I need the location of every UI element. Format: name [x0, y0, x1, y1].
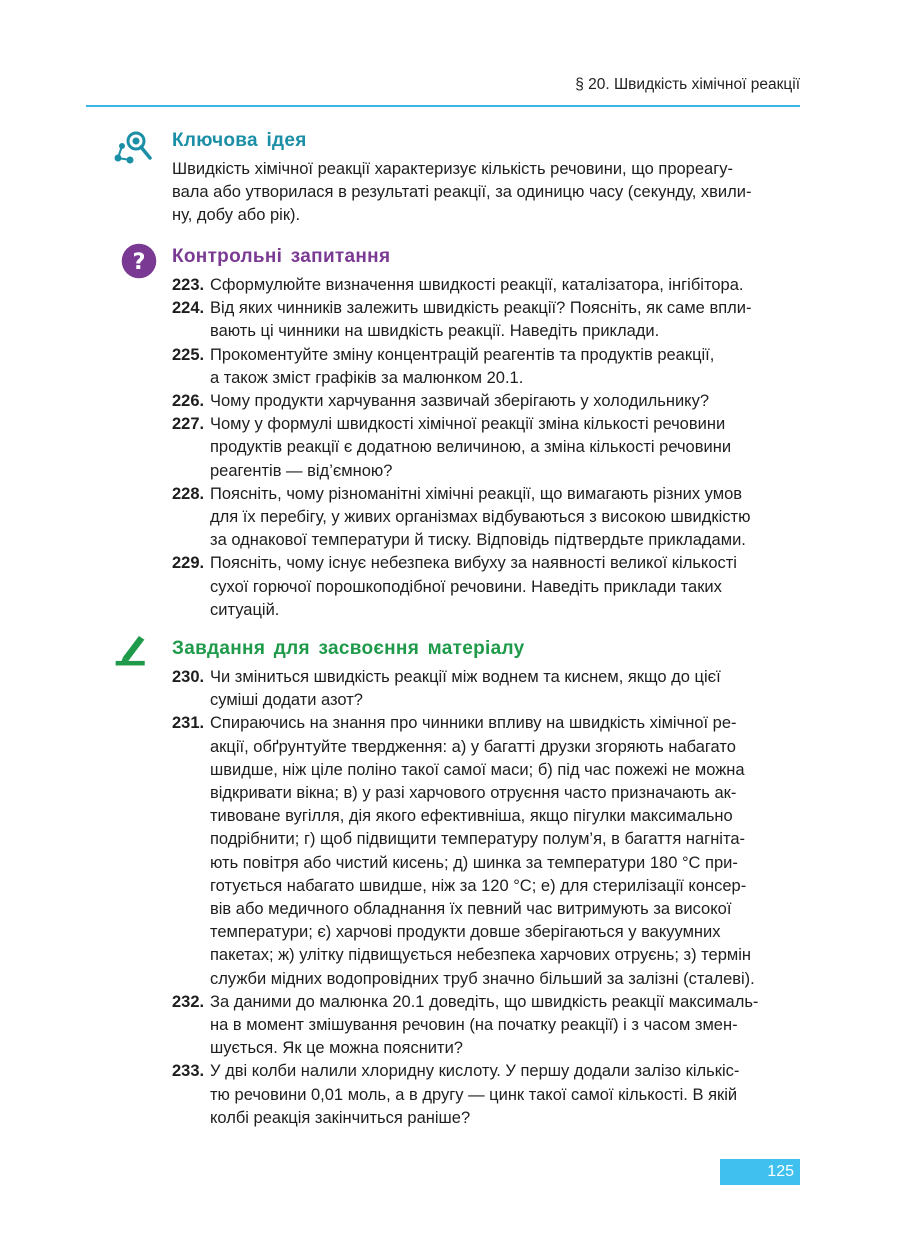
task-line: Чи зміниться швидкість реакції між воднем та киснем, якщо до цієї: [210, 668, 721, 686]
question-line: за однакової температури й тиску. Відповідь підтвердьте прикладами.: [210, 531, 746, 550]
task-line: служби мідних водопровідних труб значно більший за залізні (сталеві).: [210, 969, 755, 988]
list-item: [172, 552, 800, 622]
question-number: 225.: [172, 345, 205, 364]
key-idea-title: Ключова ідея: [172, 130, 307, 151]
key-idea-line: ну, добу або рік).: [172, 206, 301, 225]
task-line: швидше, ніж ціле поліно такої самої маси; б) під час пожежі не можна: [210, 760, 745, 779]
running-header: § 20. Швидкість хімічної реакції: [575, 76, 800, 93]
tasks-section: [110, 638, 800, 1158]
task-number: 232.: [172, 992, 205, 1011]
list-item: [172, 344, 800, 390]
task-line: За даними до малюнка 20.1 доведіть, що швидкість реакції максималь-: [210, 992, 759, 1011]
question-line: Поясніть, чому різноманітні хімічні реакції, що вимагають різних умов: [210, 484, 743, 503]
task-line: акції, обґрунтуйте твердження: а) у багатті друзки згоряють набагато: [210, 737, 736, 756]
task-line: вів або медичного обладнання їх певний час витримують за високої: [210, 900, 732, 919]
question-number: 227.: [172, 415, 205, 434]
key-idea-text: [172, 158, 800, 228]
task-line: суміші додати азот?: [210, 691, 363, 710]
task-line: тивоване вугілля, дія якого ефективніша, якщо пігулки максимально: [210, 807, 733, 826]
question-line: Чому продукти харчування зазвичай зберігають у холодильнику?: [210, 392, 709, 411]
question-number: 226.: [172, 392, 205, 411]
question-number: 228.: [172, 484, 205, 503]
molecule-magnifier-icon: [110, 128, 154, 172]
tasks-title: Завдання для засвоєння матеріалу: [172, 638, 525, 659]
list-item: [172, 483, 800, 553]
svg-text:?: ?: [132, 248, 146, 275]
task-line: Спираючись на знання про чинники впливу на швидкість хімічної ре-: [210, 714, 737, 733]
question-mark-icon: [120, 242, 158, 280]
questions-title: Контрольні запитання: [172, 246, 391, 267]
task-line: температури; є) харчові продукти довше зберігаються у вакуумних: [210, 923, 721, 942]
task-line: відкривати вікна; в) у разі харчового отруєння часто призначають ак-: [210, 784, 737, 803]
list-item: [172, 991, 800, 1061]
question-line: Від яких чинників залежить швидкість реакції? Поясніть, як саме впли-: [210, 299, 752, 318]
question-line: вають ці чинники на швидкість реакції. Наведіть приклади.: [210, 322, 660, 341]
question-line: продуктів реакції є додатною величиною, а зміна кількості речовини: [210, 438, 732, 457]
list-item: [172, 274, 800, 297]
question-line: сухої горючої порошкоподібної речовини. Наведіть приклади таких: [210, 577, 722, 596]
question-line: для їх перебігу, у живих організмах відбуваються з високою швидкістю: [210, 508, 751, 527]
question-line: ситуацій.: [210, 600, 280, 619]
key-idea-line: Швидкість хімічної реакції характеризує кількість речовини, що прореагу-: [172, 160, 733, 178]
question-line: Сформулюйте визначення швидкості реакції, каталізатора, інгібітора.: [210, 276, 744, 294]
list-item: [172, 413, 800, 483]
task-line: пакетах; ж) улітку підвищується небезпека харчових отруєнь; з) термін: [210, 946, 752, 965]
list-item: [172, 666, 800, 712]
task-line: ють повітря або чистий кисень; д) шинка за температури 180 °С при-: [210, 853, 738, 872]
list-item: [172, 297, 800, 343]
list-item: [172, 712, 800, 990]
tasks-list: [172, 666, 800, 1130]
question-line: Чому у формулі швидкості хімічної реакції зміна кількості речовини: [210, 415, 726, 434]
task-number: 233.: [172, 1062, 205, 1081]
task-line: колбі реакція закінчиться раніше?: [210, 1108, 471, 1127]
questions-list: [172, 274, 800, 622]
question-number: 223.: [172, 276, 205, 294]
task-line: готується набагато швидше, ніж за 120 °С; е) для стерилізації консер-: [210, 876, 747, 895]
task-line: шується. Як це можна пояснити?: [210, 1039, 463, 1058]
question-number: 224.: [172, 299, 205, 318]
task-line: тю речовини 0,01 моль, а в другу — цинк такої самої кількості. В якій: [210, 1085, 738, 1104]
questions-section: [110, 246, 800, 626]
question-line: Прокоментуйте зміну концентрацій реагентів та продуктів реакції,: [210, 345, 715, 364]
task-line: подрібнити; г) щоб підвищити температуру полум’я, в багаття нагніта-: [210, 830, 746, 849]
list-item: [172, 390, 800, 413]
task-number: 230.: [172, 668, 205, 686]
pencil-icon: [112, 630, 152, 670]
question-line: реагентів — від’ємною?: [210, 461, 393, 480]
list-item: [172, 1060, 800, 1130]
key-idea-line: вала або утворилася в результаті реакції, за одиницю часу (секунду, хвили-: [172, 183, 752, 202]
page-number: 125: [720, 1159, 800, 1185]
task-line: на в момент змішування речовин (на початку реакції) і з часом змен-: [210, 1016, 738, 1035]
question-line: а також зміст графіків за малюнком 20.1.: [210, 368, 524, 387]
header-rule: [86, 105, 800, 107]
task-number: 231.: [172, 714, 205, 733]
task-line: У дві колби налили хлоридну кислоту. У першу додали залізо кількіс-: [210, 1062, 740, 1081]
question-line: Поясніть, чому існує небезпека вибуху за наявності великої кількості: [210, 554, 737, 573]
question-number: 229.: [172, 554, 205, 573]
key-idea-section: [110, 130, 800, 230]
